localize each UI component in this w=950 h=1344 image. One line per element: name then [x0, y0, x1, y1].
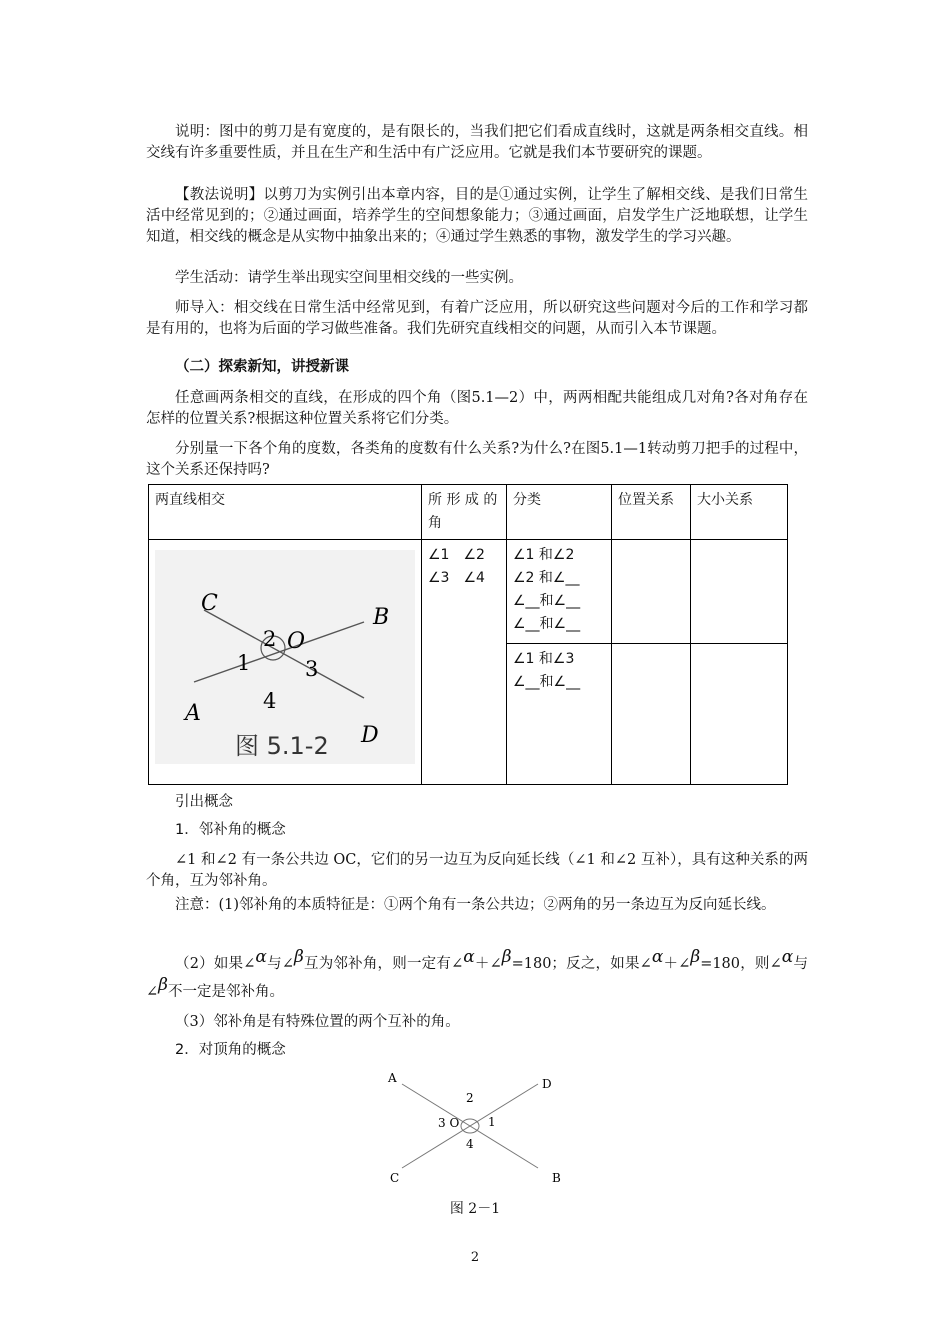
- group2-line: ∠__和∠__: [513, 673, 581, 690]
- angles-cell: [422, 540, 507, 785]
- label-c: C: [201, 591, 218, 616]
- note2-text: 与∠: [146, 956, 808, 1000]
- alpha-symbol: α: [651, 947, 664, 967]
- label-c: C: [390, 1171, 400, 1185]
- header-cell: 大小关系: [691, 485, 788, 540]
- adjacent-title: 1．邻补角的概念: [175, 822, 286, 838]
- angle-label-4: 4: [263, 689, 277, 713]
- label-d: D: [361, 723, 379, 748]
- label-b: B: [373, 605, 390, 630]
- header-cell: 位置关系: [612, 485, 691, 540]
- angle-table: [148, 484, 788, 785]
- explanation-paragraph: 说明：图中的剪刀是有宽度的，是有限长的，当我们把它们看成直线时，这就是两条相交直线。相交线有许多重要性质，并且在生产和生活中有广泛应用。它就是我们本节要研究的课题。: [146, 124, 808, 161]
- adjacent-definition: ∠1 和∠2 有一条公共边 OC，它们的另一边互为反向延长线（∠1 和∠2 互补），具有这种关系的两个角，互为邻补角。: [146, 852, 808, 889]
- section-heading: （二）探索新知，讲授新课: [175, 359, 349, 375]
- alpha-symbol: α: [781, 947, 794, 967]
- size-cell: [691, 643, 788, 784]
- beta-symbol: β: [293, 947, 304, 967]
- note2-text: =180，则∠: [700, 956, 782, 972]
- beta-symbol: β: [501, 947, 512, 967]
- figure-cell: [149, 540, 422, 785]
- angle-label-4: 4: [466, 1137, 474, 1151]
- label-o: O: [287, 629, 306, 654]
- method-note-paragraph: 【教法说明】以剪刀为实例引出本章内容，目的是①通过实例，让学生了解相交线、是我们日常生活中经常见到的；②通过画面，培养学生的空间想象能力；③通过画面，启发学生广泛地联想，让学生知道，相交线的概念是从实物中抽象出来的；④通过学生熟悉的事物，激发学生的学习兴趣。: [146, 187, 808, 245]
- angle-label-3-o: 3 O: [438, 1116, 460, 1130]
- note2-text: 互为邻补角，则一定有∠: [303, 956, 464, 972]
- note-1: 注意：(1)邻补角的本质特征是：①两个角有一条公共边；②两角的另一条边互为反向延长线。: [175, 897, 776, 913]
- label-a: A: [185, 701, 201, 726]
- group1-line: ∠1 和∠2: [513, 547, 575, 563]
- section-paragraph-2: 分别量一下各个角的度数，各类角的度数有什么关系?为什么?在图5.1—1转动剪刀把手的过程中，这个关系还保持吗?: [146, 441, 808, 478]
- group1-line: ∠2 和∠__: [513, 570, 580, 586]
- beta-symbol: β: [158, 975, 168, 995]
- size-cell: [691, 540, 788, 644]
- angle-label-2: 2: [466, 1091, 474, 1105]
- alpha-symbol: α: [255, 947, 267, 967]
- table-header-row: [149, 485, 788, 540]
- angle-label-1: 1: [237, 651, 251, 675]
- vertical-angle-title: 2．对顶角的概念: [175, 1042, 286, 1058]
- group1-line: ∠__和∠__: [513, 616, 581, 632]
- concept-intro: 引出概念: [175, 794, 233, 810]
- angle-label-2: 2: [263, 627, 277, 651]
- position-cell: [612, 643, 691, 784]
- note-2: [146, 947, 808, 1006]
- label-a: A: [388, 1071, 397, 1085]
- position-cell: [612, 540, 691, 644]
- angles-line: ∠3 ∠4: [428, 570, 485, 586]
- teacher-lead-paragraph: 师导入：相交线在日常生活中经常见到，有着广泛应用，所以研究这些问题对今后的工作和学习都是有用的，也将为后面的学习做些准备。我们先研究直线相交的问题，从而引入本节课题。: [146, 300, 808, 337]
- header-cell: 分类: [507, 485, 612, 540]
- figure-2-1-caption: 图 2－1: [449, 1201, 501, 1217]
- group2-cell: [507, 643, 612, 784]
- figure-5-1-2: [149, 540, 421, 776]
- beta-symbol: β: [690, 947, 701, 967]
- group1-cell: [507, 540, 612, 644]
- note2-text: 不一定是邻补角。: [167, 984, 284, 1000]
- note2-text: =180；反之，如果∠: [511, 956, 652, 972]
- note-3: （3）邻补角是有特殊位置的两个互补的角。: [175, 1014, 460, 1030]
- note2-text: ＋∠: [474, 956, 502, 972]
- figure-2-1: [370, 1066, 580, 1190]
- table-row: [149, 540, 788, 644]
- figure-caption: 图 5.1-2: [235, 732, 329, 760]
- note2-text: ＋∠: [663, 956, 691, 972]
- header-cell: 所 形 成 的角: [422, 485, 507, 540]
- page-number: 2: [470, 1250, 480, 1265]
- angle-label-1: 1: [488, 1115, 496, 1129]
- header-cell: 两直线相交: [149, 485, 422, 540]
- student-activity-paragraph: 学生活动：请学生举出现实空间里相交线的一些实例。: [175, 270, 523, 286]
- angles-line: ∠1 ∠2: [428, 547, 485, 563]
- alpha-symbol: α: [463, 947, 475, 967]
- note2-text: （2）如果∠: [175, 956, 256, 972]
- group2-line: ∠1 和∠3: [513, 650, 575, 667]
- group1-line: ∠__和∠__: [513, 593, 581, 609]
- angle-label-3: 3: [305, 657, 319, 681]
- note2-text: 与∠: [266, 956, 294, 972]
- label-b: B: [552, 1171, 561, 1185]
- label-d: D: [542, 1077, 552, 1091]
- section-paragraph-1: 任意画两条相交的直线，在形成的四个角（图5.1—2）中，两两相配共能组成几对角?各对角存在怎样的位置关系?根据这种位置关系将它们分类。: [146, 390, 808, 427]
